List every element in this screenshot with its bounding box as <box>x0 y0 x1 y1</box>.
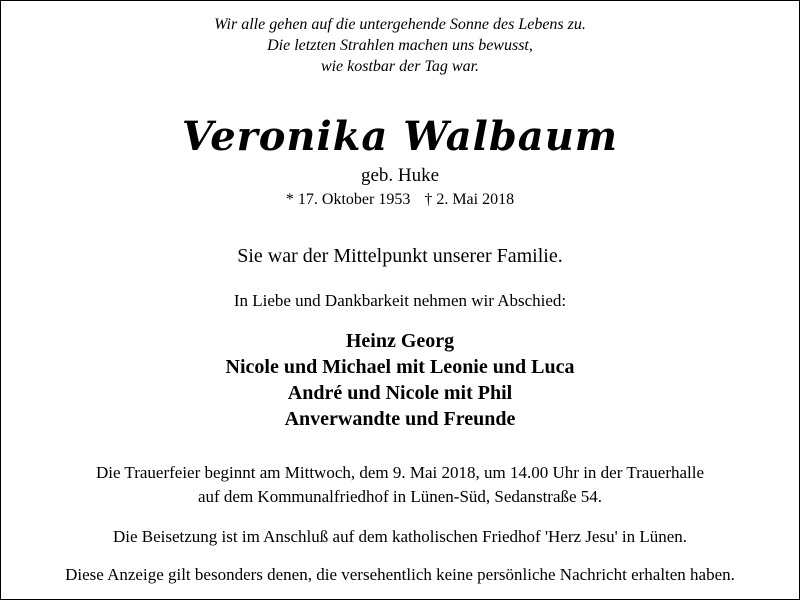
life-dates <box>0 190 800 210</box>
birth-date: * 17. Oktober 1953 <box>285 191 411 208</box>
deceased-name: Veronika Walbaum <box>181 113 619 160</box>
motto-quote <box>0 14 800 77</box>
motto-line-2: Die letzten Strahlen machen uns bewusst, <box>267 37 533 54</box>
ceremony-line-2: auf dem Kommunalfriedhof in Lünen-Süd, Sedanstraße 54. <box>197 487 603 506</box>
tribute-line: Sie war der Mittelpunkt unserer Familie. <box>237 245 563 267</box>
burial-info: Die Beisetzung ist im Anschluß auf dem katholischen Friedhof 'Herz Jesu' in Lünen. <box>112 527 688 546</box>
farewell-line: In Liebe und Dankbarkeit nehmen wir Abschied: <box>233 291 567 310</box>
ceremony-line-1: Die Trauerfeier beginnt am Mittwoch, dem 9. Mai 2018, um 14.00 Uhr in der Trauerhalle <box>95 463 705 482</box>
mourner-line: Heinz Georg <box>345 330 455 352</box>
mourners-list <box>0 328 800 432</box>
notice-footer: Diese Anzeige gilt besonders denen, die versehentlich keine persönliche Nachricht erhalten haben. <box>65 565 735 584</box>
motto-line-3: wie kostbar der Tag war. <box>320 58 480 75</box>
birth-name: geb. Huke <box>360 165 440 186</box>
mourner-line: André und Nicole mit Phil <box>287 382 513 404</box>
death-date: † 2. Mai 2018 <box>424 191 515 208</box>
mourner-line: Nicole und Michael mit Leonie und Luca <box>225 356 575 378</box>
motto-line-1: Wir alle gehen auf die untergehende Sonne des Lebens zu. <box>214 16 586 33</box>
ceremony-info <box>0 461 800 509</box>
mourner-line: Anverwandte und Freunde <box>284 408 516 430</box>
